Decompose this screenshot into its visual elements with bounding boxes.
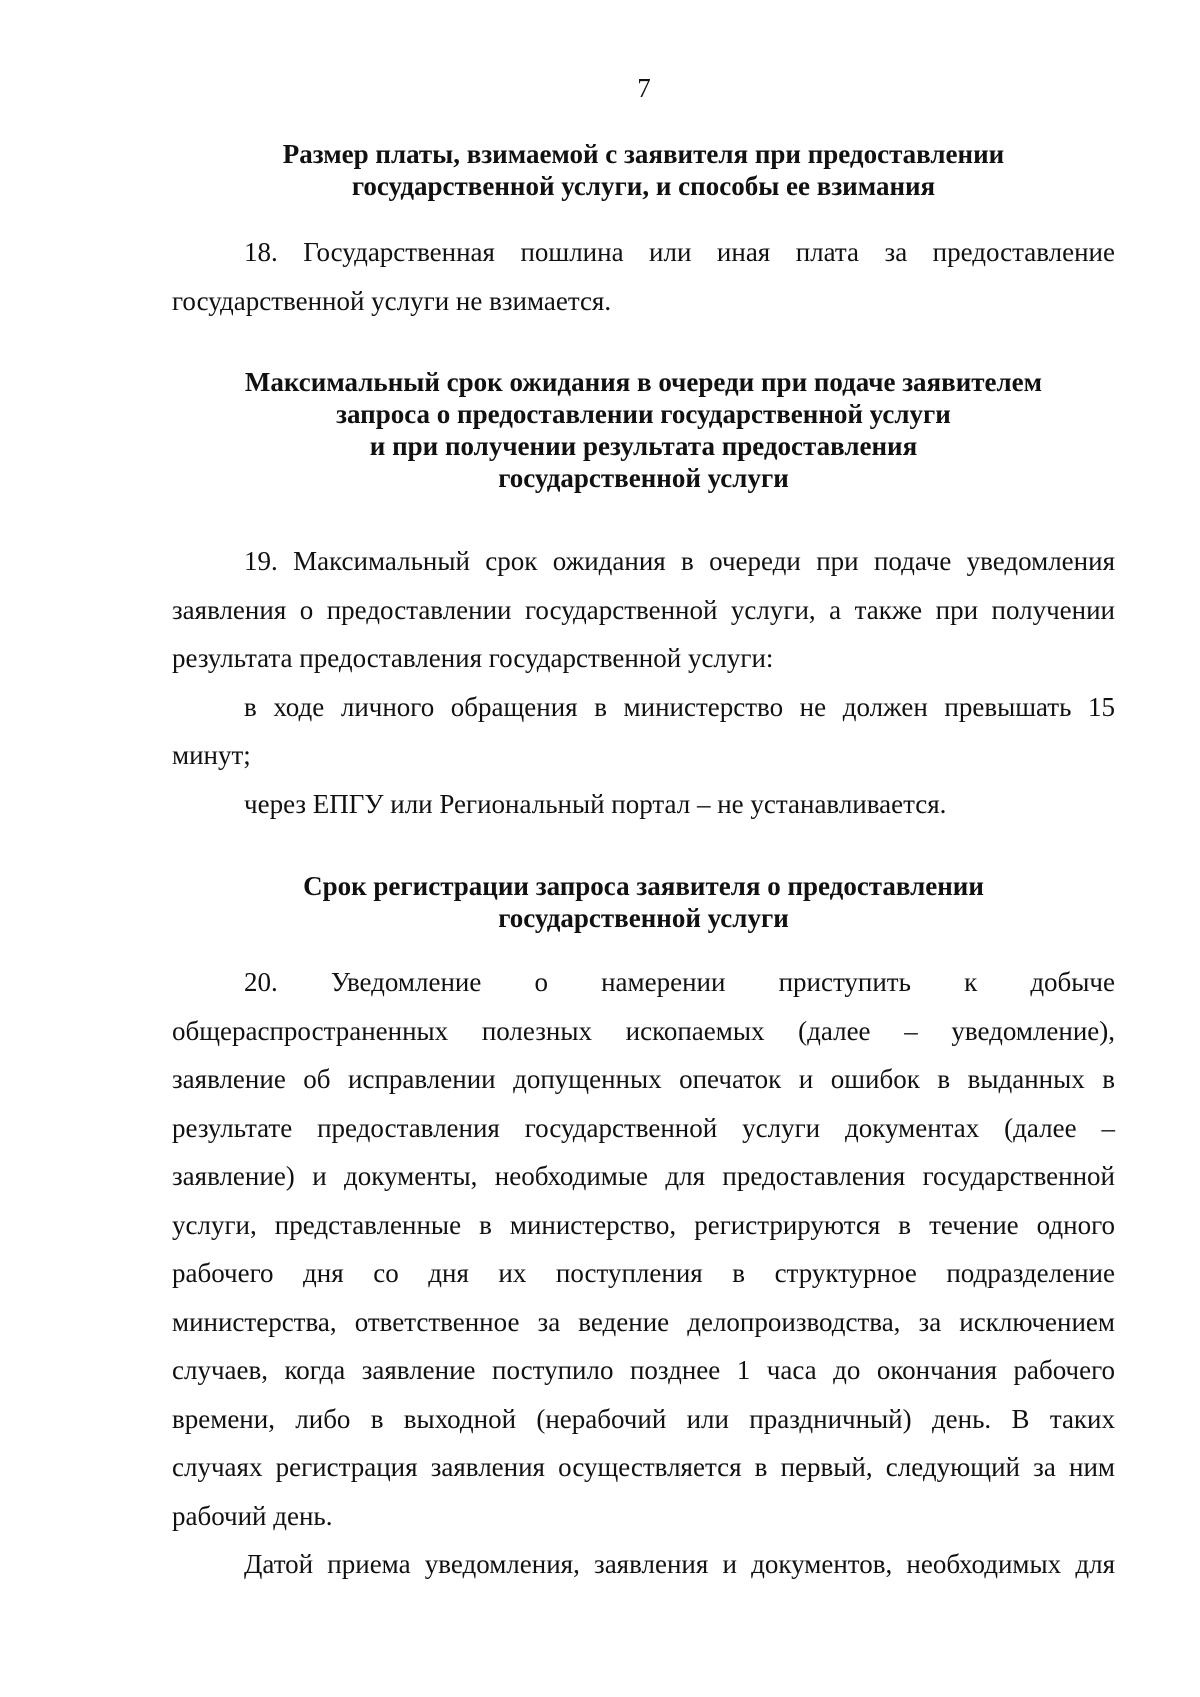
paragraph-line: минут; [172, 740, 251, 770]
paragraph-line: результата предоставления государственной услуги: [172, 643, 774, 673]
heading-line: государственной услуги [498, 903, 789, 933]
section-heading-fee [172, 138, 1115, 202]
paragraph-line: времени, либо в выходной (нерабочий или праздничный) день. В таких [172, 1403, 1115, 1434]
paragraph-line: министерства, ответственное за ведение делопроизводства, за исключением [172, 1306, 1115, 1337]
section-heading-registration [172, 870, 1115, 934]
heading-line: Срок регистрации запроса заявителя о предоставлении [303, 871, 984, 901]
paragraph-line: государственной услуги не взимается. [172, 285, 612, 316]
paragraph-line: услуги, представленные в министерство, регистрируются в течение одного [172, 1209, 1115, 1240]
paragraph-line: Датой приема уведомления, заявления и документов, необходимых для [244, 1549, 1115, 1579]
heading-line: Максимальный срок ожидания в очереди при подаче заявителем [244, 367, 1043, 397]
heading-line: государственной услуги, и способы ее взимания [351, 171, 936, 201]
paragraph-line: 19. Максимальный срок ожидания в очереди при подаче уведомления [244, 546, 1115, 576]
heading-line: Размер платы, взимаемой с заявителя при предоставлении [282, 139, 1005, 169]
paragraph-line: заявление об исправлении допущенных опечаток и ошибок в выданных в [172, 1064, 1115, 1094]
paragraph-line: общераспространенных полезных ископаемых (далее – уведомление), [172, 1015, 1115, 1046]
paragraph-line: рабочего дня со дня их поступления в структурное подразделение [172, 1258, 1115, 1288]
paragraph-18 [172, 228, 1115, 325]
paragraph-line: 20. Уведомление о намерении приступить к добыче [244, 967, 1115, 997]
paragraph-line: случаях регистрация заявления осуществляется в первый, следующий за ним [172, 1452, 1115, 1482]
paragraph-19 [172, 537, 1115, 828]
paragraph-line: через ЕПГУ или Региональный портал – не устанавливается. [244, 788, 947, 819]
heading-line: запроса о предоставлении государственной услуги [336, 399, 951, 429]
section-heading-queue [172, 366, 1115, 494]
paragraph-line: 18. Государственная пошлина или иная плата за предоставление [244, 237, 1115, 267]
paragraph-20 [172, 958, 1115, 1589]
page-number: 7 [637, 73, 651, 103]
paragraph-line: заявление) и документы, необходимые для предоставления государственной [172, 1161, 1115, 1191]
paragraph-line: в ходе личного обращения в министерство не должен превышать 15 [244, 691, 1115, 722]
paragraph-line: заявления о предоставлении государственной услуги, а также при получении [172, 594, 1115, 625]
paragraph-line: результате предоставления государственной услуги документах (далее – [172, 1112, 1115, 1143]
paragraph-line: рабочий день. [172, 1500, 333, 1531]
heading-line: государственной услуги [498, 463, 789, 493]
heading-line: и при получении результата предоставления [369, 431, 918, 461]
paragraph-line: случаев, когда заявление поступило позднее 1 часа до окончания рабочего [172, 1355, 1115, 1385]
